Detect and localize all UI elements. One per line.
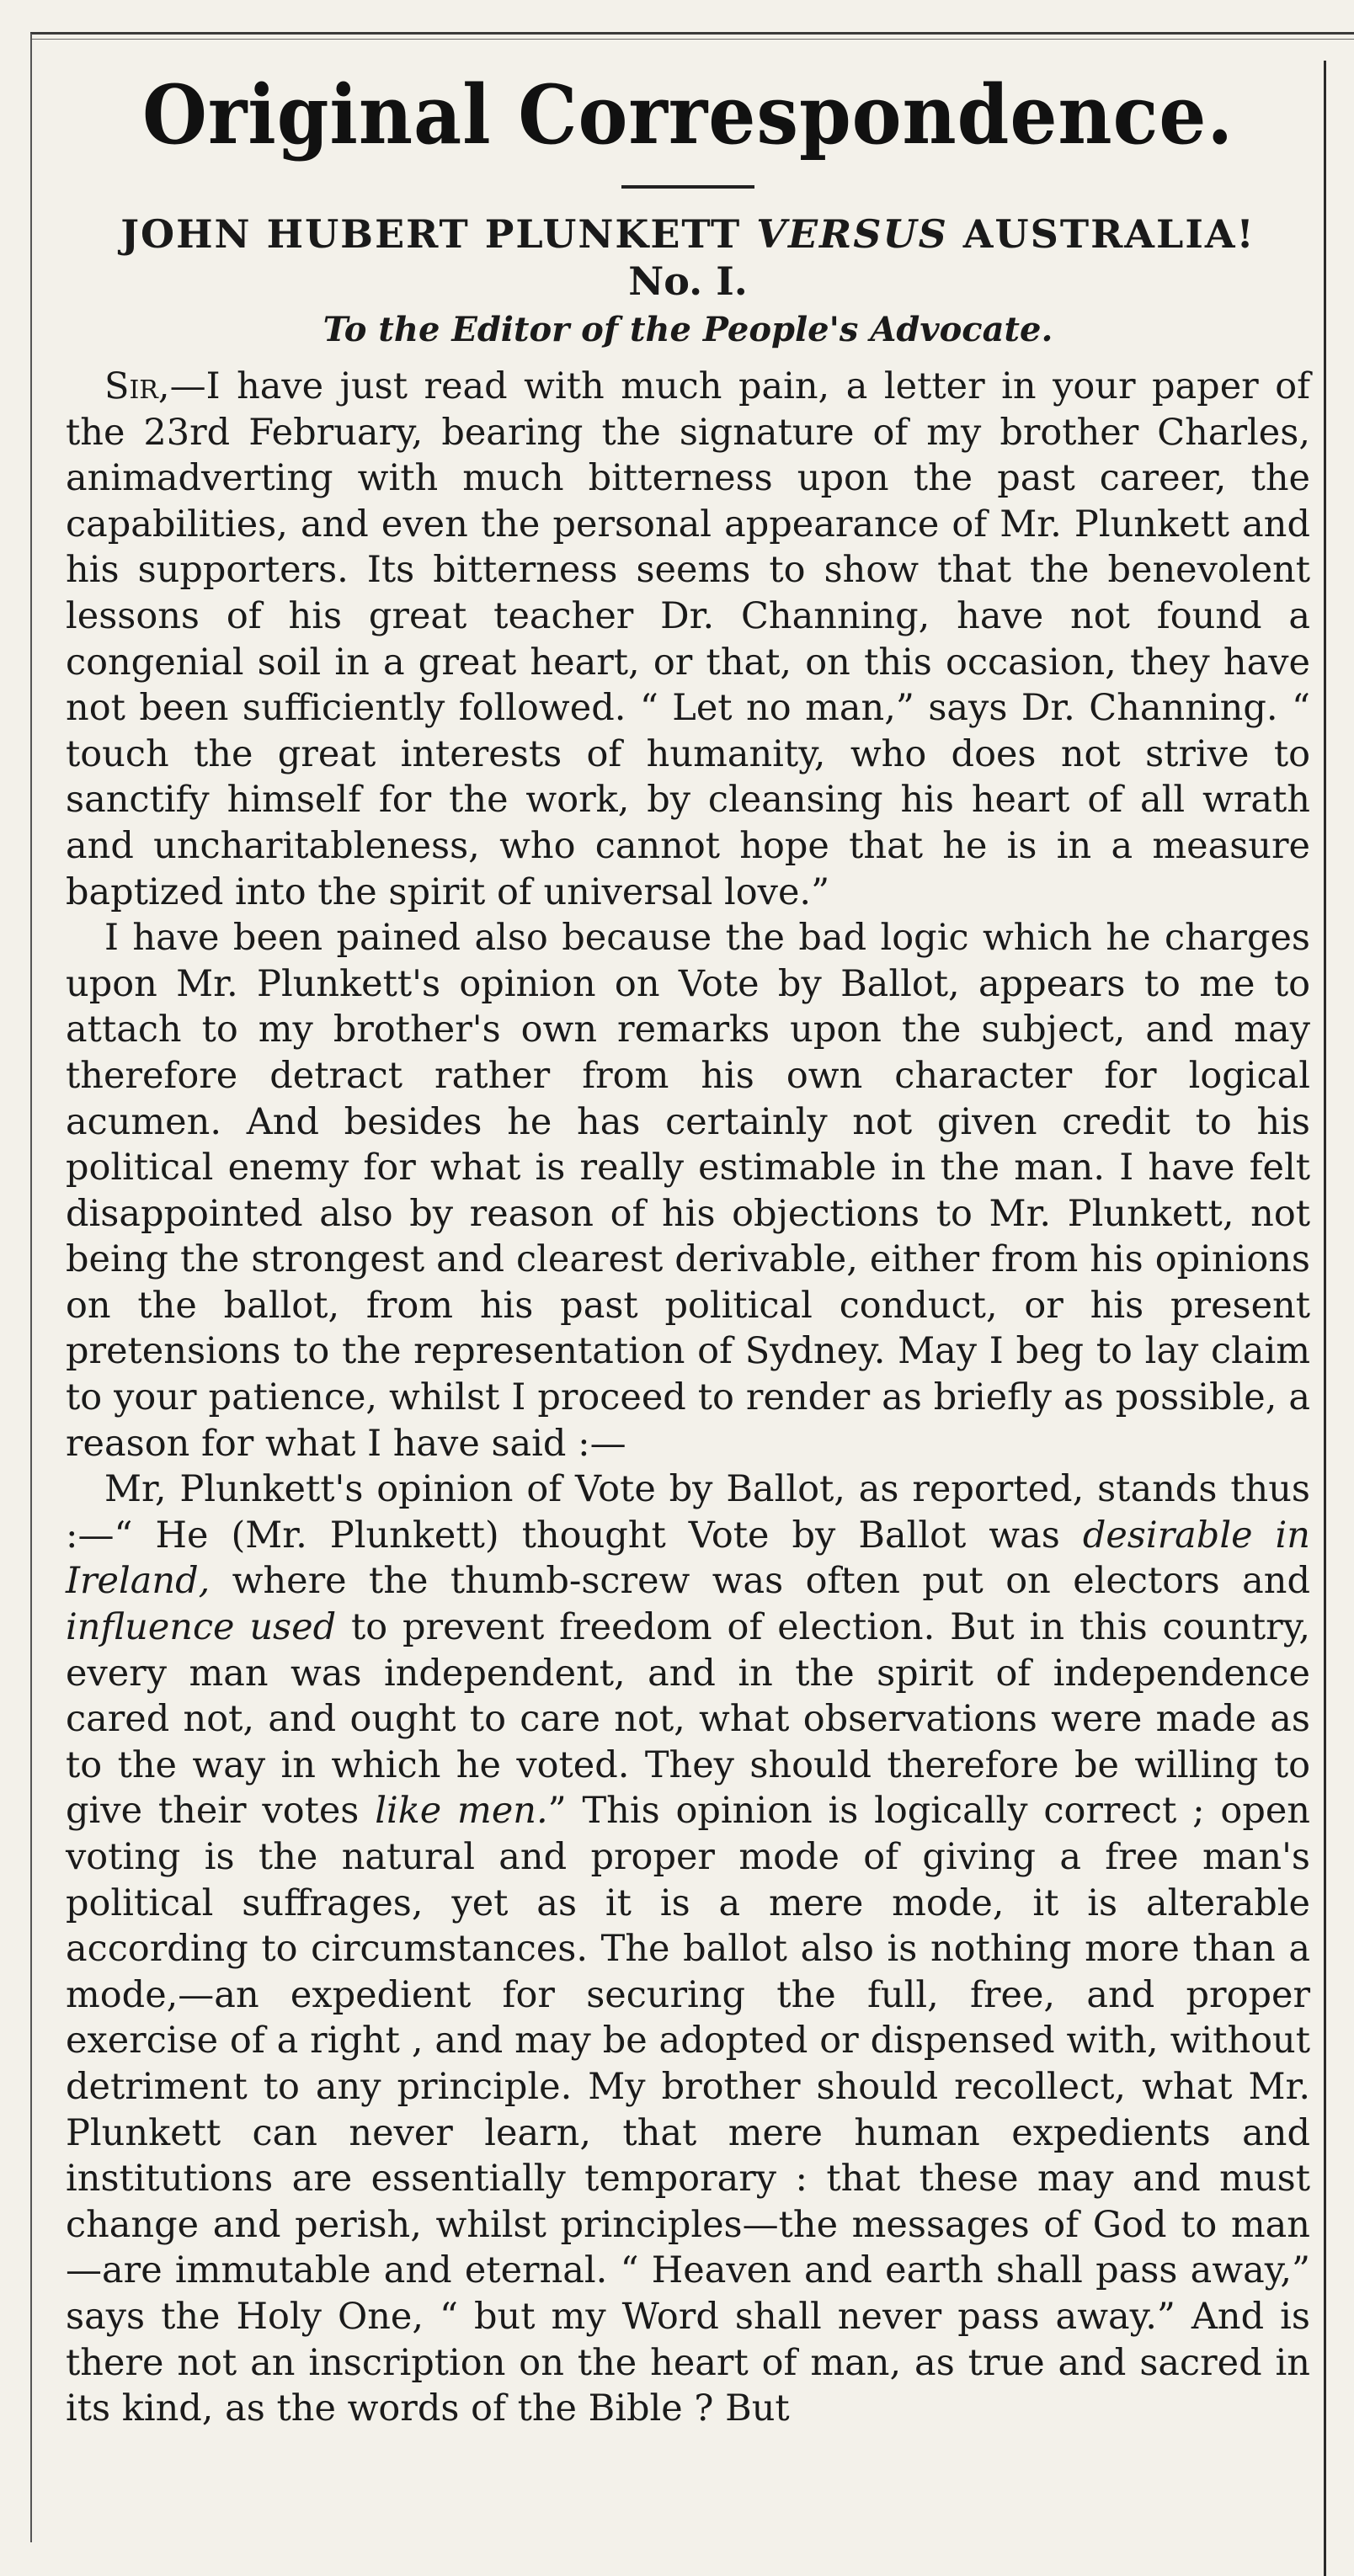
paragraph-3-emphasis-ireland: desirable in Ireland, xyxy=(66,1514,1310,1603)
article-series-number: No. I. xyxy=(628,258,748,304)
headline-part-2: AUSTRALIA! xyxy=(947,211,1255,257)
salutation: Sir, xyxy=(104,365,170,407)
headline-versus: VERSUS xyxy=(756,211,948,257)
paragraph-3-text-d: ” This opinion is logically correct ; open voting is the natural and proper mode of giving a free man's political suffrages, yet as it is a mere mode, it is alterable according to circumstances. The ballot also is nothing more than a mode,—an expedient for securing the full, free, and proper exercise of a right , and may be adopted or dispensed with, without detriment to any principle. My brother should recollect, what Mr. Plunkett can never learn, that mere human expedients and institutions are essentially temporary : that these may and must change and perish, whilst principles—the messages of God to man—are immutable and eternal. “ Heaven and earth shall pass away,” says the Holy One, “ but my Word shall never pass away.” And is there not an inscription on the heart of man, as true and sacred in its kind, as the words of the Bible ? But xyxy=(66,1790,1310,2430)
paragraph-3 xyxy=(66,1466,1310,2431)
left-column-rule xyxy=(30,34,32,2542)
paragraph-3-emphasis-influence: influence used xyxy=(66,1606,337,1649)
headline-part-1: JOHN HUBERT PLUNKETT xyxy=(120,211,757,257)
paragraph-3-text-a: Mr, Plunkett's opinion of Vote by Ballot, as reported, stands thus :—“ He (Mr. Plunkett) thought Vote by Ballot was xyxy=(66,1468,1310,1557)
paragraph-3-text-c: to prevent freedom of election. But in this country, every man was independent, and in the spirit of independence cared not, and ought to care not, what observations were made as to the way in which he voted. They should therefore be willing to give their votes xyxy=(66,1606,1310,1833)
letter-addressee: To the Editor of the People's Advocate. xyxy=(323,310,1053,349)
masthead-divider xyxy=(621,185,754,189)
paragraph-3-text-b: where the thumb-screw was often put on electors and xyxy=(210,1560,1310,1603)
article-column xyxy=(66,66,1310,2432)
article-headline xyxy=(66,210,1310,258)
top-rule xyxy=(30,32,1354,35)
paragraph-3-emphasis-like-men: like men. xyxy=(375,1790,548,1833)
paragraph-1-text: —I have just read with much pain, a letter in your paper of the 23rd February, bearing the signature of my brother Charles, animadverting with much bitterness upon the past career, the capabilities, and even the personal appearance of Mr. Plunkett and his supporters. Its bitterness seems to show that the benevolent lessons of his great teacher Dr. Channing, have not found a congenial soil in a great heart, or that, on this occasion, they have not been sufficiently followed. “ Let no man,” says Dr. Channing. “ touch the great interests of humanity, who does not strive to sanctify himself for the work, by cleansing his heart of all wrath and uncharitableness, who cannot hope that he is in a measure baptized into the spirit of universal love.” xyxy=(66,365,1310,913)
top-rule-secondary xyxy=(30,39,1354,40)
section-masthead: Original Correspondence. xyxy=(141,67,1234,162)
right-column-rule xyxy=(1324,61,1326,2576)
paragraph-1 xyxy=(66,364,1310,915)
letter-body xyxy=(66,364,1310,2432)
paragraph-2: I have been pained also because the bad logic which he charges upon Mr. Plunkett's opinion on Vote by Ballot, appears to me to attach to my brother's own remarks upon the subject, and may therefore detract rather from his own character for logical acumen. And besides he has certainly not given credit to his political enemy for what is really estimable in the man. I have felt disappointed also by reason of his objections to Mr. Plunkett, not being the strongest and clearest derivable, either from his opinions on the ballot, from his past political conduct, or his present pretensions to the representation of Sydney. May I beg to lay claim to your patience, whilst I proceed to render as briefly as possible, a reason for what I have said :— xyxy=(66,917,1310,1465)
